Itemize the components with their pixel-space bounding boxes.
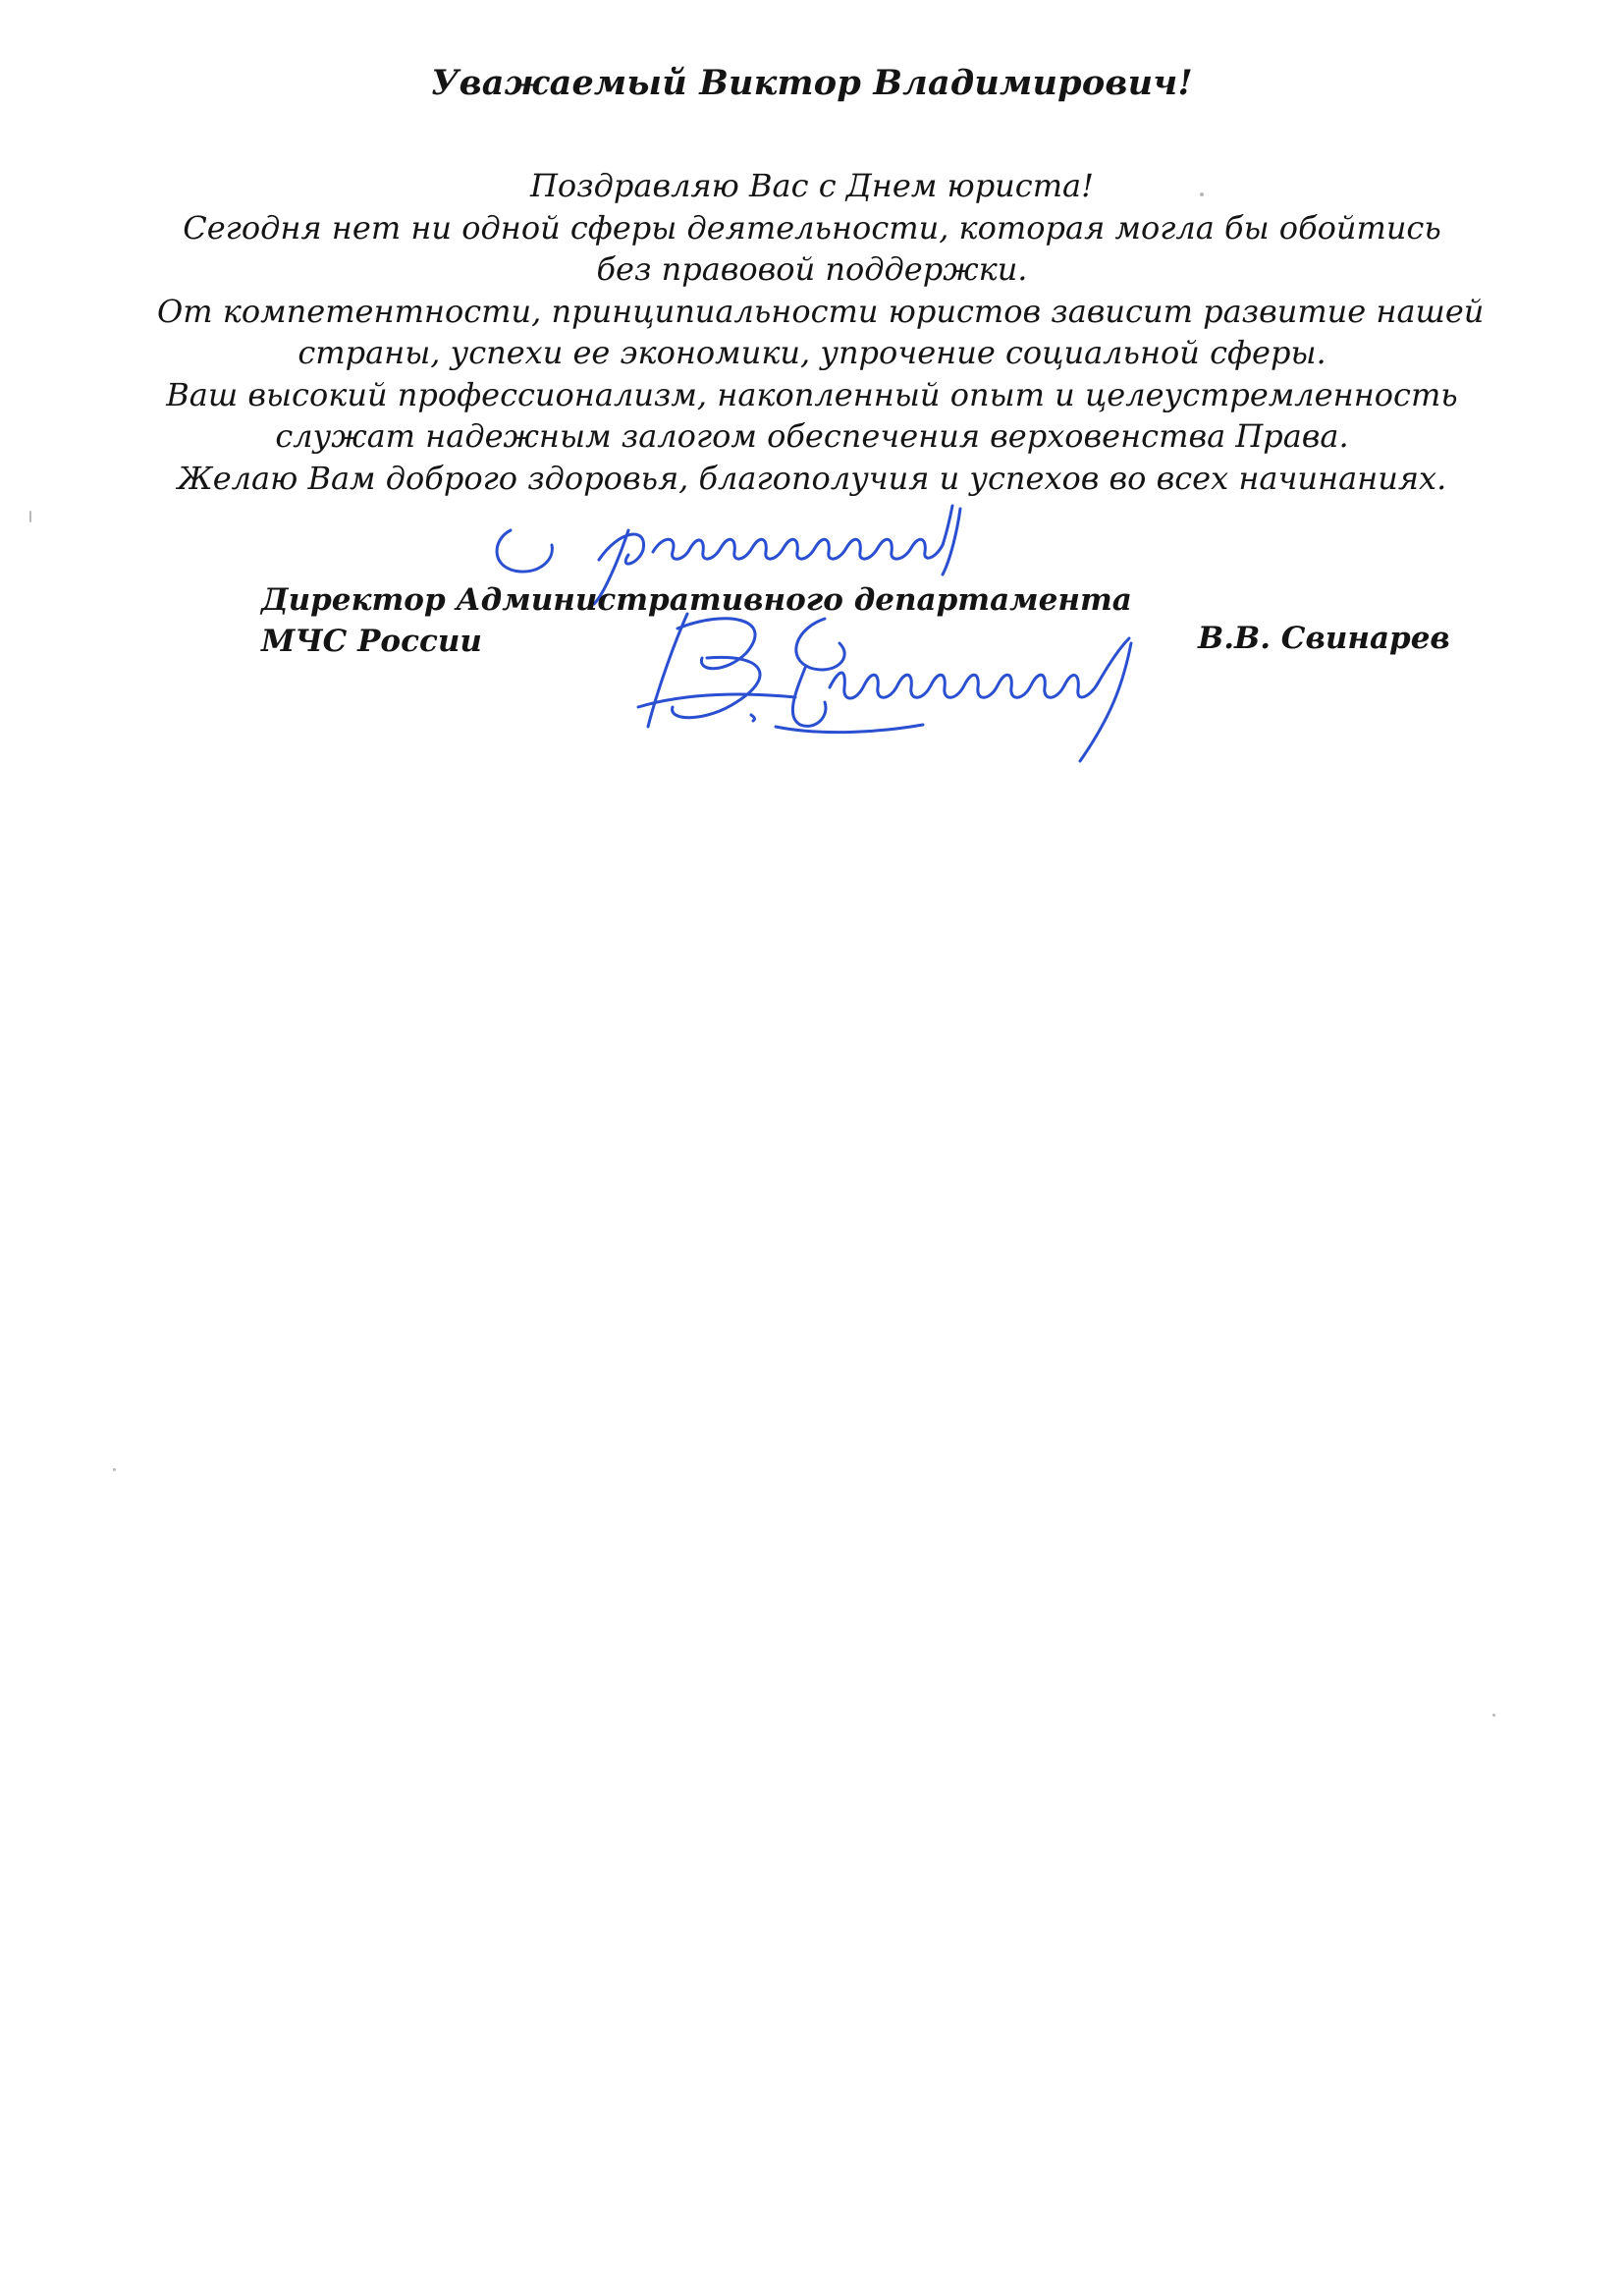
body-line: Ваш высокий профессионализм, накопленный опыт и целеустремленность: [166, 375, 1458, 413]
scan-speck: [1200, 192, 1204, 196]
body-line: Желаю Вам доброго здоровья, благополучия и успехов во всех начинаниях.: [177, 459, 1447, 497]
body-line: служат надежным залогом обеспечения верховенства Права.: [275, 417, 1349, 455]
signatory-name: В.В. Свинарев: [1198, 621, 1450, 656]
scan-speck: [1492, 1714, 1495, 1717]
scan-speck: [113, 1468, 116, 1471]
signatory-title-line2: МЧС России: [261, 624, 482, 659]
signatory-title: [261, 579, 1132, 662]
body-line: От компетентности, принципиальности юристов зависит развитие нашей: [157, 292, 1485, 330]
body-line: страны, успехи ее экономики, упрочение социальной сферы.: [298, 334, 1326, 371]
body-line: Сегодня нет ни одной сферы деятельности, которая могла бы обойтись: [183, 208, 1441, 246]
body-line: Поздравляю Вас с Днем юриста!: [530, 167, 1094, 204]
scan-speck: [29, 511, 31, 522]
signatory-title-line1: Директор Административного департамента: [261, 582, 1132, 618]
letter-body: [157, 165, 1485, 499]
salutation: Уважаемый Виктор Владимирович!: [431, 63, 1193, 103]
body-line: без правовой поддержки.: [596, 250, 1028, 288]
